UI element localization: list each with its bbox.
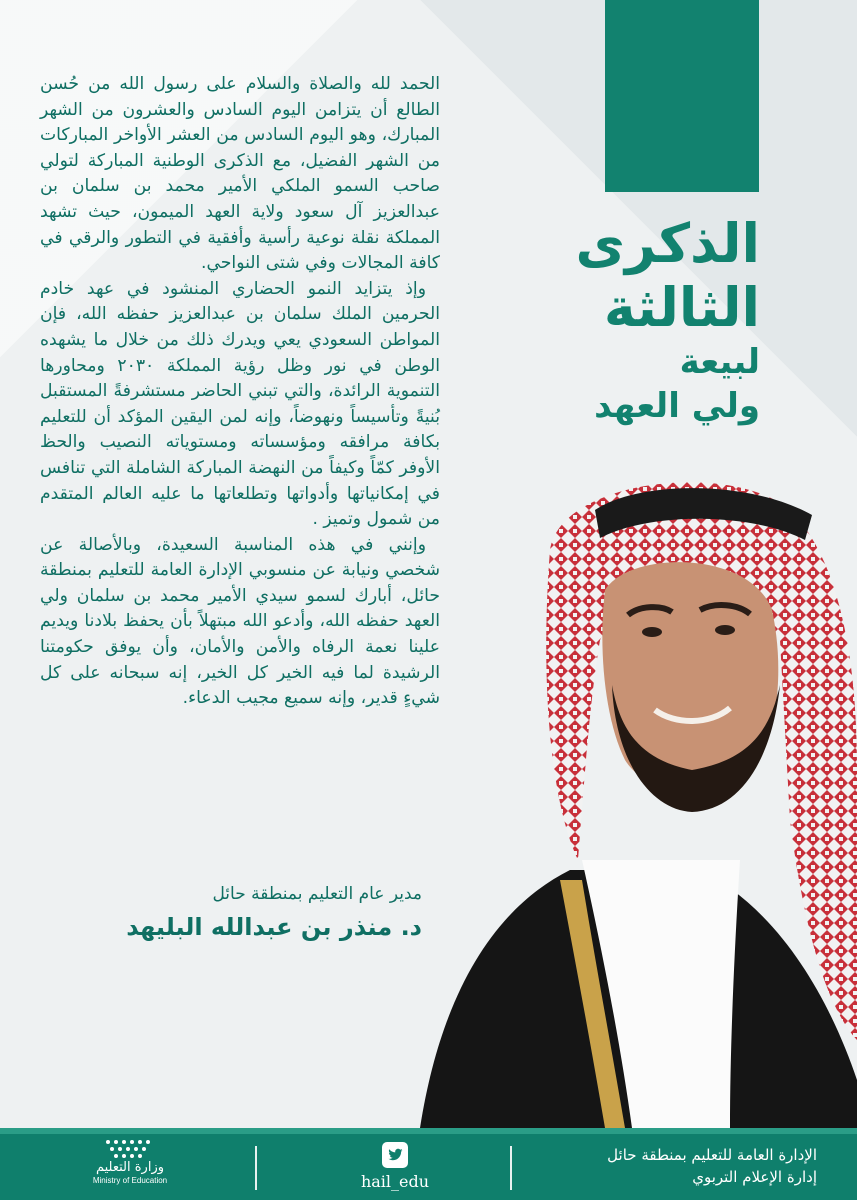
signature-name: د. منذر بن عبدالله البليهد	[126, 913, 422, 941]
signature-role: مدير عام التعليم بمنطقة حائل	[212, 884, 422, 904]
headline-line-3: لبيعة	[679, 342, 760, 382]
congratulation-letter	[40, 72, 440, 712]
letter-paragraph-1: الحمد لله والصلاة والسلام على رسول الله من حُسن الطالع أن يتزامن اليوم السادس والعشرون من الشهر المبارك، وهو اليوم السادس من العشر الأواخر المباركات من الشهر الفضيل، مع الذكرى الوطنية المباركة لتولي صاحب السمو الملكي الأمير محمد بن سلمان بن عبدالعزيز آل سعود ولاية العهد الميمون، حيث تشهد المملكة نقلة نوعية رأسية وأفقية في التطور والرقي في كافة المجالات وفي شتى النواحي.	[40, 74, 440, 274]
ministry-of-education-logo	[100, 1138, 160, 1160]
ministry-name-english: Ministry of Education	[92, 1176, 168, 1185]
footer-org-line-2: إدارة الإعلام التربوي	[692, 1168, 817, 1186]
footer-organization	[607, 1144, 817, 1188]
decorative-green-block	[605, 0, 759, 192]
headline-line-4: ولي العهد	[594, 386, 760, 426]
footer-accent-strip	[0, 1128, 857, 1134]
letter-paragraph-2: وإذ يتزايد النمو الحضاري المنشود في عهد خادم الحرمين الملك سلمان بن عبدالعزيز حفظه الله، فإن المواطن السعودي يعي ويدرك ذلك من خلال ما يشهده الوطن في نور وظل رؤية المملكة ٢٠٣٠ ومحاورها التنموية الرائدة، والتي تبني الحاضر مستشرفةً المستقبل بُنيةً وتأسيساً ونهوضاً، وإنه لمن اليقين المؤكد أن للتعليم بكافة مرافقه ومؤسساته ومستوياته النصيب والحظ الأوفر كمّاً وكيفاً من النهضة المباركة الشاملة التي تنافس في إمكانياتها وأدواتها وتطلعاتها ما عليه العالم المتقدم من شمول وتميز .	[40, 278, 440, 530]
ministry-logo-block	[70, 1138, 190, 1186]
portrait-photo	[400, 440, 857, 1128]
letter-paragraph-3: وإنني في هذه المناسبة السعيدة، وبالأصالة عن شخصي ونيابة عن منسوبي الإدارة العامة للتعليم بمنطقة حائل، أبارك لسمو سيدي الأمير محمد بن سلمان ولي العهد حفظه الله، وأدعو الله مبتهلاً بأن يحفظ بلادنا ويديم علينا نعمة الرفاه والأمن والأمان، وأن يوفق حكومتنا الرشيدة لما فيه الخير كل الخير، إنه سبحانه على كل شيءٍ قدير، وإنه سميع مجيب الدعاء.	[40, 534, 440, 709]
signature-block	[40, 880, 440, 946]
footer-bar	[0, 1128, 857, 1200]
headline-line-2: الثالثة	[603, 276, 760, 339]
headline-line-1: الذكرى	[575, 212, 760, 275]
twitter-handle[interactable]: hail_edu	[360, 1172, 430, 1191]
footer-divider-right	[510, 1146, 512, 1190]
footer-divider-left	[255, 1146, 257, 1190]
twitter-icon	[382, 1142, 408, 1168]
ministry-name-arabic: وزارة التعليم	[95, 1160, 165, 1175]
footer-social[interactable]	[330, 1142, 460, 1191]
headline	[520, 212, 760, 428]
footer-org-line-1: الإدارة العامة للتعليم بمنطقة حائل	[607, 1146, 817, 1164]
